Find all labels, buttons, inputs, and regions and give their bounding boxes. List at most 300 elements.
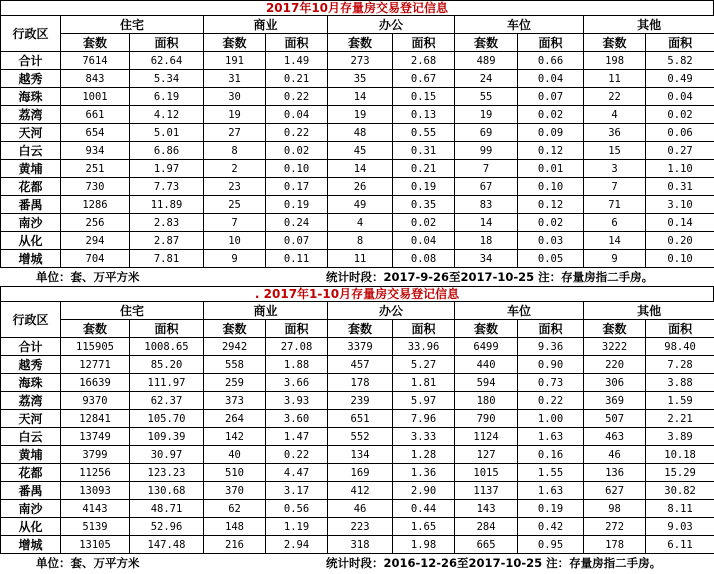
- count-cell: 552: [328, 428, 393, 446]
- count-cell: 7: [455, 160, 518, 178]
- area-cell: 6.11: [646, 536, 714, 554]
- area-cell: 123.23: [130, 464, 204, 482]
- count-cell: 790: [455, 410, 518, 428]
- area-cell: 8.11: [646, 500, 714, 518]
- area-header: 面积: [646, 320, 714, 338]
- count-cell: 412: [328, 482, 393, 500]
- area-cell: 1.97: [130, 160, 204, 178]
- count-cell: 730: [61, 178, 130, 196]
- count-cell: 318: [328, 536, 393, 554]
- area-cell: 7.73: [130, 178, 204, 196]
- count-cell: 1124: [455, 428, 518, 446]
- area-cell: 3.93: [266, 392, 328, 410]
- area-cell: 0.03: [518, 232, 584, 250]
- table-row: [1, 410, 714, 428]
- area-cell: 0.17: [266, 178, 328, 196]
- area-cell: 1.47: [266, 428, 328, 446]
- district-cell: 合计: [1, 52, 61, 70]
- footer-period: 统计时段：2016-12-26至2017-10-25 注：存量房指二手房。: [326, 556, 662, 570]
- area-cell: 1.10: [646, 160, 714, 178]
- table-row: [1, 464, 714, 482]
- count-cell: 294: [61, 232, 130, 250]
- area-cell: 1.98: [393, 536, 455, 554]
- area-cell: 0.19: [518, 500, 584, 518]
- area-cell: 0.10: [266, 160, 328, 178]
- area-cell: 4.12: [130, 106, 204, 124]
- area-cell: 0.04: [646, 88, 714, 106]
- count-cell: 1286: [61, 196, 130, 214]
- area-cell: 48.71: [130, 500, 204, 518]
- count-cell: 62: [204, 500, 266, 518]
- ytd-section: [0, 286, 714, 572]
- area-cell: 4.47: [266, 464, 328, 482]
- count-cell: 510: [204, 464, 266, 482]
- count-cell: 30: [204, 88, 266, 106]
- count-cell: 198: [584, 52, 646, 70]
- count-cell: 627: [584, 482, 646, 500]
- area-cell: 30.82: [646, 482, 714, 500]
- count-cell: 223: [328, 518, 393, 536]
- district-cell: 越秀: [1, 356, 61, 374]
- area-cell: 0.35: [393, 196, 455, 214]
- count-cell: 99: [455, 142, 518, 160]
- count-cell: 220: [584, 356, 646, 374]
- table-row: [1, 392, 714, 410]
- area-cell: 0.04: [266, 106, 328, 124]
- area-cell: 5.82: [646, 52, 714, 70]
- category-header: 商业: [204, 302, 328, 320]
- district-cell: 南沙: [1, 214, 61, 232]
- count-cell: 594: [455, 374, 518, 392]
- area-cell: 0.66: [518, 52, 584, 70]
- count-cell: 45: [328, 142, 393, 160]
- count-cell: 216: [204, 536, 266, 554]
- area-cell: 0.73: [518, 374, 584, 392]
- area-cell: 1.59: [646, 392, 714, 410]
- district-cell: 天河: [1, 410, 61, 428]
- count-cell: 256: [61, 214, 130, 232]
- area-cell: 7.28: [646, 356, 714, 374]
- count-cell: 48: [328, 124, 393, 142]
- count-cell: 12841: [61, 410, 130, 428]
- count-cell: 11: [328, 250, 393, 268]
- count-cell: 306: [584, 374, 646, 392]
- area-cell: 5.01: [130, 124, 204, 142]
- count-cell: 18: [455, 232, 518, 250]
- count-header: 套数: [455, 34, 518, 52]
- district-cell: 荔湾: [1, 392, 61, 410]
- area-cell: 6.86: [130, 142, 204, 160]
- area-cell: 0.10: [646, 250, 714, 268]
- count-cell: 7614: [61, 52, 130, 70]
- area-cell: 5.97: [393, 392, 455, 410]
- category-header: 车位: [455, 16, 584, 34]
- district-cell: 白云: [1, 428, 61, 446]
- area-cell: 0.90: [518, 356, 584, 374]
- area-cell: 0.21: [393, 160, 455, 178]
- area-cell: 0.08: [393, 250, 455, 268]
- count-cell: 142: [204, 428, 266, 446]
- area-cell: 0.10: [518, 178, 584, 196]
- area-cell: 15.29: [646, 464, 714, 482]
- count-cell: 1137: [455, 482, 518, 500]
- table-row: [1, 214, 714, 232]
- table-row: [1, 518, 714, 536]
- table-row: [1, 232, 714, 250]
- table-row: [1, 338, 714, 356]
- count-cell: 11256: [61, 464, 130, 482]
- district-cell: 从化: [1, 518, 61, 536]
- district-cell: 荔湾: [1, 106, 61, 124]
- count-cell: 272: [584, 518, 646, 536]
- count-cell: 4: [328, 214, 393, 232]
- area-cell: 85.20: [130, 356, 204, 374]
- table-row: [1, 250, 714, 268]
- count-header: 套数: [328, 34, 393, 52]
- area-cell: 0.56: [266, 500, 328, 518]
- count-cell: 8: [328, 232, 393, 250]
- footer-period: 统计时段：2017-9-26至2017-10-25 注：存量房指二手房。: [326, 270, 654, 284]
- count-cell: 9: [204, 250, 266, 268]
- area-cell: 7.96: [393, 410, 455, 428]
- area-cell: 105.70: [130, 410, 204, 428]
- district-cell: 番禺: [1, 196, 61, 214]
- area-cell: 0.04: [518, 70, 584, 88]
- category-header: 其他: [584, 16, 714, 34]
- area-cell: 1.28: [393, 446, 455, 464]
- count-cell: 3379: [328, 338, 393, 356]
- count-cell: 11: [584, 70, 646, 88]
- district-cell: 南沙: [1, 500, 61, 518]
- area-cell: 0.07: [266, 232, 328, 250]
- district-cell: 花都: [1, 464, 61, 482]
- area-cell: 1.63: [518, 482, 584, 500]
- count-cell: 251: [61, 160, 130, 178]
- area-cell: 0.01: [518, 160, 584, 178]
- district-cell: 增城: [1, 536, 61, 554]
- count-cell: 169: [328, 464, 393, 482]
- area-header: 面积: [130, 34, 204, 52]
- area-cell: 3.17: [266, 482, 328, 500]
- area-cell: 0.44: [393, 500, 455, 518]
- area-cell: 2.87: [130, 232, 204, 250]
- table-row: [1, 482, 714, 500]
- category-header: 住宅: [61, 16, 204, 34]
- area-cell: 111.97: [130, 374, 204, 392]
- category-header: 办公: [328, 302, 455, 320]
- count-cell: 8: [204, 142, 266, 160]
- header-row-measures: [1, 320, 714, 338]
- count-header: 套数: [61, 320, 130, 338]
- area-cell: 1.81: [393, 374, 455, 392]
- monthly-section: [0, 0, 714, 286]
- area-cell: 33.96: [393, 338, 455, 356]
- count-cell: 31: [204, 70, 266, 88]
- count-cell: 3: [584, 160, 646, 178]
- area-cell: 52.96: [130, 518, 204, 536]
- count-cell: 178: [584, 536, 646, 554]
- footer-unit: 单位：套、万平方米: [36, 270, 140, 284]
- table-row: [1, 124, 714, 142]
- area-cell: 11.89: [130, 196, 204, 214]
- count-cell: 9370: [61, 392, 130, 410]
- district-cell: 黄埔: [1, 160, 61, 178]
- count-cell: 3799: [61, 446, 130, 464]
- area-cell: 0.05: [518, 250, 584, 268]
- area-cell: 1.00: [518, 410, 584, 428]
- area-cell: 0.11: [266, 250, 328, 268]
- count-cell: 7: [584, 178, 646, 196]
- area-cell: 7.81: [130, 250, 204, 268]
- count-header: 套数: [204, 34, 266, 52]
- monthly-table: [0, 15, 714, 268]
- area-cell: 1.65: [393, 518, 455, 536]
- count-cell: 136: [584, 464, 646, 482]
- table-row: [1, 106, 714, 124]
- area-cell: 0.55: [393, 124, 455, 142]
- count-cell: 2: [204, 160, 266, 178]
- area-cell: 2.21: [646, 410, 714, 428]
- area-cell: 0.19: [266, 196, 328, 214]
- area-header: 面积: [646, 34, 714, 52]
- count-cell: 4: [584, 106, 646, 124]
- area-cell: 9.03: [646, 518, 714, 536]
- count-header: 套数: [204, 320, 266, 338]
- area-cell: 0.95: [518, 536, 584, 554]
- table-row: [1, 196, 714, 214]
- count-cell: 40: [204, 446, 266, 464]
- area-cell: 0.22: [266, 446, 328, 464]
- count-cell: 14: [455, 214, 518, 232]
- area-cell: 30.97: [130, 446, 204, 464]
- count-cell: 7: [204, 214, 266, 232]
- table-row: [1, 160, 714, 178]
- count-cell: 191: [204, 52, 266, 70]
- count-cell: 284: [455, 518, 518, 536]
- area-cell: 0.02: [393, 214, 455, 232]
- area-cell: 1.88: [266, 356, 328, 374]
- count-cell: 13105: [61, 536, 130, 554]
- count-header: 套数: [584, 320, 646, 338]
- count-cell: 661: [61, 106, 130, 124]
- area-cell: 0.13: [393, 106, 455, 124]
- district-header: 行政区: [1, 302, 61, 338]
- count-cell: 507: [584, 410, 646, 428]
- count-cell: 71: [584, 196, 646, 214]
- area-cell: 0.22: [266, 88, 328, 106]
- count-cell: 15: [584, 142, 646, 160]
- area-cell: 0.02: [518, 106, 584, 124]
- count-cell: 23: [204, 178, 266, 196]
- district-cell: 增城: [1, 250, 61, 268]
- area-cell: 3.10: [646, 196, 714, 214]
- count-header: 套数: [455, 320, 518, 338]
- count-cell: 5139: [61, 518, 130, 536]
- area-cell: 0.24: [266, 214, 328, 232]
- count-cell: 46: [328, 500, 393, 518]
- table-row: [1, 500, 714, 518]
- count-cell: 115905: [61, 338, 130, 356]
- count-cell: 55: [455, 88, 518, 106]
- count-cell: 259: [204, 374, 266, 392]
- area-cell: 2.90: [393, 482, 455, 500]
- area-cell: 0.20: [646, 232, 714, 250]
- section-title: . 2017年1-10月存量房交易登记信息: [0, 286, 714, 301]
- count-cell: 558: [204, 356, 266, 374]
- area-cell: 98.40: [646, 338, 714, 356]
- count-cell: 1001: [61, 88, 130, 106]
- count-cell: 13749: [61, 428, 130, 446]
- count-cell: 143: [455, 500, 518, 518]
- section-title: 2017年10月存量房交易登记信息: [0, 0, 714, 15]
- category-header: 商业: [204, 16, 328, 34]
- area-cell: 0.22: [518, 392, 584, 410]
- count-cell: 49: [328, 196, 393, 214]
- area-cell: 0.31: [646, 178, 714, 196]
- area-cell: 147.48: [130, 536, 204, 554]
- area-header: 面积: [266, 320, 328, 338]
- count-cell: 35: [328, 70, 393, 88]
- count-header: 套数: [61, 34, 130, 52]
- area-cell: 0.04: [393, 232, 455, 250]
- count-cell: 19: [328, 106, 393, 124]
- area-cell: 0.15: [393, 88, 455, 106]
- count-cell: 370: [204, 482, 266, 500]
- area-header: 面积: [393, 34, 455, 52]
- area-cell: 9.36: [518, 338, 584, 356]
- count-cell: 14: [584, 232, 646, 250]
- section-footer: [0, 554, 714, 572]
- area-cell: 1.55: [518, 464, 584, 482]
- count-cell: 654: [61, 124, 130, 142]
- category-header: 住宅: [61, 302, 204, 320]
- count-cell: 46: [584, 446, 646, 464]
- district-cell: 白云: [1, 142, 61, 160]
- area-cell: 0.02: [518, 214, 584, 232]
- count-header: 套数: [328, 320, 393, 338]
- area-cell: 130.68: [130, 482, 204, 500]
- count-cell: 1015: [455, 464, 518, 482]
- count-cell: 24: [455, 70, 518, 88]
- count-cell: 264: [204, 410, 266, 428]
- header-row-categories: [1, 16, 714, 34]
- table-row: [1, 178, 714, 196]
- count-cell: 934: [61, 142, 130, 160]
- count-cell: 239: [328, 392, 393, 410]
- count-cell: 489: [455, 52, 518, 70]
- area-cell: 10.18: [646, 446, 714, 464]
- area-cell: 0.42: [518, 518, 584, 536]
- district-cell: 花都: [1, 178, 61, 196]
- area-cell: 3.88: [646, 374, 714, 392]
- area-cell: 5.27: [393, 356, 455, 374]
- area-cell: 0.49: [646, 70, 714, 88]
- category-header: 车位: [455, 302, 584, 320]
- table-row: [1, 374, 714, 392]
- area-cell: 0.31: [393, 142, 455, 160]
- count-cell: 26: [328, 178, 393, 196]
- area-cell: 2.68: [393, 52, 455, 70]
- count-cell: 6: [584, 214, 646, 232]
- count-cell: 67: [455, 178, 518, 196]
- count-cell: 273: [328, 52, 393, 70]
- table-row: [1, 142, 714, 160]
- area-cell: 3.60: [266, 410, 328, 428]
- area-cell: 3.89: [646, 428, 714, 446]
- count-cell: 14: [328, 88, 393, 106]
- district-cell: 海珠: [1, 374, 61, 392]
- area-cell: 6.19: [130, 88, 204, 106]
- area-cell: 0.67: [393, 70, 455, 88]
- area-cell: 62.64: [130, 52, 204, 70]
- area-cell: 109.39: [130, 428, 204, 446]
- count-cell: 14: [328, 160, 393, 178]
- count-cell: 178: [328, 374, 393, 392]
- footer-unit: 单位：套、万平方米: [36, 556, 140, 570]
- section-footer: [0, 268, 714, 286]
- district-cell: 天河: [1, 124, 61, 142]
- count-cell: 373: [204, 392, 266, 410]
- district-cell: 黄埔: [1, 446, 61, 464]
- count-cell: 9: [584, 250, 646, 268]
- area-cell: 1008.65: [130, 338, 204, 356]
- count-cell: 3222: [584, 338, 646, 356]
- count-cell: 69: [455, 124, 518, 142]
- table-row: [1, 446, 714, 464]
- count-cell: 148: [204, 518, 266, 536]
- count-cell: 369: [584, 392, 646, 410]
- table-row: [1, 428, 714, 446]
- area-cell: 5.34: [130, 70, 204, 88]
- area-cell: 62.37: [130, 392, 204, 410]
- count-cell: 665: [455, 536, 518, 554]
- count-cell: 134: [328, 446, 393, 464]
- area-cell: 0.14: [646, 214, 714, 232]
- count-cell: 6499: [455, 338, 518, 356]
- area-cell: 3.33: [393, 428, 455, 446]
- category-header: 其他: [584, 302, 714, 320]
- area-cell: 0.21: [266, 70, 328, 88]
- area-cell: 2.83: [130, 214, 204, 232]
- count-cell: 98: [584, 500, 646, 518]
- area-cell: 0.02: [646, 106, 714, 124]
- area-cell: 1.19: [266, 518, 328, 536]
- area-cell: 0.12: [518, 196, 584, 214]
- area-cell: 0.02: [266, 142, 328, 160]
- count-cell: 16639: [61, 374, 130, 392]
- header-row-measures: [1, 34, 714, 52]
- count-cell: 2942: [204, 338, 266, 356]
- count-cell: 25: [204, 196, 266, 214]
- area-cell: 2.94: [266, 536, 328, 554]
- count-header: 套数: [584, 34, 646, 52]
- count-cell: 463: [584, 428, 646, 446]
- count-cell: 19: [455, 106, 518, 124]
- area-header: 面积: [518, 320, 584, 338]
- count-cell: 651: [328, 410, 393, 428]
- count-cell: 83: [455, 196, 518, 214]
- area-cell: 1.49: [266, 52, 328, 70]
- table-row: [1, 52, 714, 70]
- table-row: [1, 88, 714, 106]
- count-cell: 13093: [61, 482, 130, 500]
- area-cell: 3.66: [266, 374, 328, 392]
- count-cell: 4143: [61, 500, 130, 518]
- area-header: 面积: [393, 320, 455, 338]
- header-row-categories: [1, 302, 714, 320]
- count-cell: 36: [584, 124, 646, 142]
- district-cell: 海珠: [1, 88, 61, 106]
